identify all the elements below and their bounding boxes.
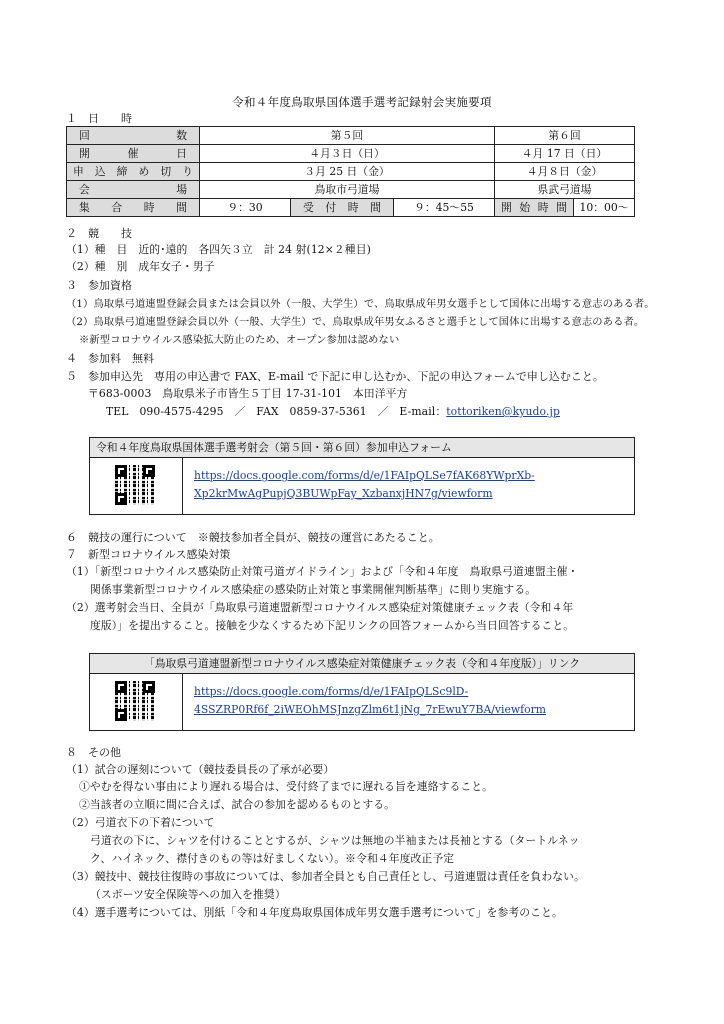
section-8-heading: ８ その他 <box>66 746 121 759</box>
covid-item-2-cont: 度版）」を提出すること。接触を少なくするため下記リンクの回答フォームから当日回答すること。 <box>90 619 575 632</box>
reception-time: ９：45～55 <box>394 199 495 217</box>
covid-item-1: （1）「新型コロナウイルス感染防止対策弓道ガイドライン」および「令和４年度 鳥取県弓道連盟主催・ <box>66 565 579 578</box>
assembly-time: ９：30 <box>200 199 291 217</box>
eligibility-1: （1）鳥取県弓道連盟登録会員または会員以外（一般、大学生）で、鳥取県成年男女選手として国体に出場する意志のある者。 <box>66 298 655 310</box>
section-3-heading: ３ 参加資格 <box>66 279 132 292</box>
qr-cell <box>90 674 183 730</box>
covid-item-1-cont: 関係事業新型コロナウイルス感染症の感染防止対策と事業開催判断基準」に則り実施する。 <box>90 583 537 596</box>
entry-form-link[interactable] <box>194 467 535 503</box>
row-label-venue: 会 場 <box>67 181 200 199</box>
row-label-count: 回 数 <box>67 127 200 145</box>
other-item-1a: ①やむを得ない事由により遅れる場合は、受付終了までに遅れる旨を連絡すること。 <box>79 780 494 793</box>
other-item-1b: ②当該者の立順に間に合えば、試合の参加を認めるものとする。 <box>79 798 396 811</box>
qr-finder <box>115 493 127 505</box>
round-6-label: 第６回 <box>495 127 635 145</box>
table-row <box>67 145 635 163</box>
event-line: （1）種 目 近的･遠的 各四矢３立 計 24 射(12×２種目) <box>66 243 371 256</box>
round-6-deadline: ４月８日（金） <box>495 163 635 181</box>
section-5-heading: ５ 参加申込先 専用の申込書で FAX、E-mail で下記に申し込むか、下記の申込フォームで申し込むこと。 <box>66 370 604 383</box>
category-line: （2）種 別 成年女子・男子 <box>66 260 215 273</box>
health-check-title: 「鳥取県弓道連盟新型コロナウイルス感染症対策健康チェック表（令和４年度版）」リンク <box>90 654 634 674</box>
health-check-box <box>89 653 635 731</box>
health-check-link-line-1: https://docs.google.com/forms/d/e/1FAIpQLSc9lD- <box>194 685 469 698</box>
entry-form-link-line-2: Xp2krMwAgPupjQ3BUWpFay_XzbanxjHN7g/viewform <box>194 487 493 500</box>
qr-code-icon[interactable] <box>115 681 155 721</box>
round-6-venue: 県武弓道場 <box>495 181 635 199</box>
qr-finder <box>143 465 155 477</box>
page-title: 令和４年度鳥取県国体選手選考記録射会実施要項 <box>232 95 492 109</box>
entry-form-title: 令和４年度鳥取県国体選手選考射会（第５回・第６回）参加申込フォーム <box>90 438 634 458</box>
address: 〒683-0003 鳥取県米子市皆生５丁目 17-31-101 本田洋平方 <box>88 387 408 400</box>
section-1-heading: １ 日 時 <box>66 112 132 125</box>
start-time: 10：00～ <box>574 199 635 217</box>
other-item-2-body-cont: ク、ハイネック、襟付きのもの等は好ましくない）。※令和４年度改正予定 <box>90 852 455 865</box>
health-check-link-line-2: 4SSZRP0Rf6f_2iWEOhMSJnzgZlm6t1jNg_7rEwuY7BA/viewform <box>194 703 546 716</box>
round-5-venue: 鳥取市弓道場 <box>200 181 495 199</box>
section-2-heading: ２ 競 技 <box>66 227 132 240</box>
section-7-heading: ７ 新型コロナウイルス感染対策 <box>66 548 231 561</box>
round-5-label: 第５回 <box>200 127 495 145</box>
row-label-reception-time: 受付時間 <box>291 199 394 217</box>
schedule-table <box>66 126 635 217</box>
health-check-body <box>90 674 634 730</box>
table-row <box>67 181 635 199</box>
contact-line <box>106 404 560 419</box>
table-row <box>67 199 635 217</box>
entry-form-link-line-1: https://docs.google.com/forms/d/e/1FAIpQLSe7fAK68YWprXb- <box>194 469 535 482</box>
other-item-2: （2）弓道衣下の下着について <box>66 816 215 829</box>
other-item-3: （3）競技中、競技往復時の事故については、参加者全員とも自己責任とし、弓道連盟は責任を負わない。 <box>66 870 585 883</box>
eligibility-2: （2）鳥取県弓道連盟登録会員以外（一般、大学生）で、鳥取県成年男女ふるさと選手として国体に出場する意志のある者。 <box>66 316 645 328</box>
eligibility-note: ※新型コロナウイルス感染拡大防止のため、オープン参加は認めない <box>79 334 400 346</box>
email-link[interactable]: tottoriken@kyudo.jp <box>446 405 560 418</box>
qr-finder <box>115 709 127 721</box>
section-4-heading: ４ 参加料 無料 <box>66 352 154 365</box>
row-label-assembly-time: 集合時間 <box>67 199 200 217</box>
health-check-link[interactable] <box>194 683 546 719</box>
round-5-date: ４月３日（日） <box>200 145 495 163</box>
other-item-3-note: （スポーツ安全保険等への加入を推奨） <box>90 888 286 901</box>
qr-finder <box>115 681 127 693</box>
round-5-deadline: ３月 25 日（金） <box>200 163 495 181</box>
table-row <box>67 163 635 181</box>
qr-cell <box>90 458 183 514</box>
row-label-date: 開 催 日 <box>67 145 200 163</box>
other-item-1: （1）試合の遅刻について（競技委員長の了承が必要） <box>66 763 335 776</box>
section-6-heading: ６ 競技の運行について ※競技参加者全員が、競技の運営にあたること。 <box>66 531 440 544</box>
round-6-date: ４月 17 日（日） <box>495 145 635 163</box>
other-item-2-body: 弓道衣の下に、シャツを付けることとするが、シャツは無地の半袖または長袖とする（タートルネッ <box>90 834 580 847</box>
contact-numbers: TEL 090-4575-4295 ／ FAX 0859-37-5361 ／ E-mail： <box>106 405 447 418</box>
table-row <box>67 127 635 145</box>
qr-finder <box>115 465 127 477</box>
qr-code-icon[interactable] <box>115 465 155 505</box>
other-item-4: （4）選手選考については、別紙「令和４年度鳥取県国体成年男女選手選考について」を参考のこと。 <box>66 906 563 919</box>
entry-form-body <box>90 458 634 514</box>
row-label-deadline: 申込締め切り <box>67 163 200 181</box>
row-label-start-time: 開始時間 <box>495 199 574 217</box>
covid-item-2: （2）選考射会当日、全員が「鳥取県弓道連盟新型コロナウイルス感染症対策健康チェック表（令和４年 <box>66 601 574 614</box>
entry-form-box <box>89 437 635 515</box>
qr-finder <box>143 681 155 693</box>
